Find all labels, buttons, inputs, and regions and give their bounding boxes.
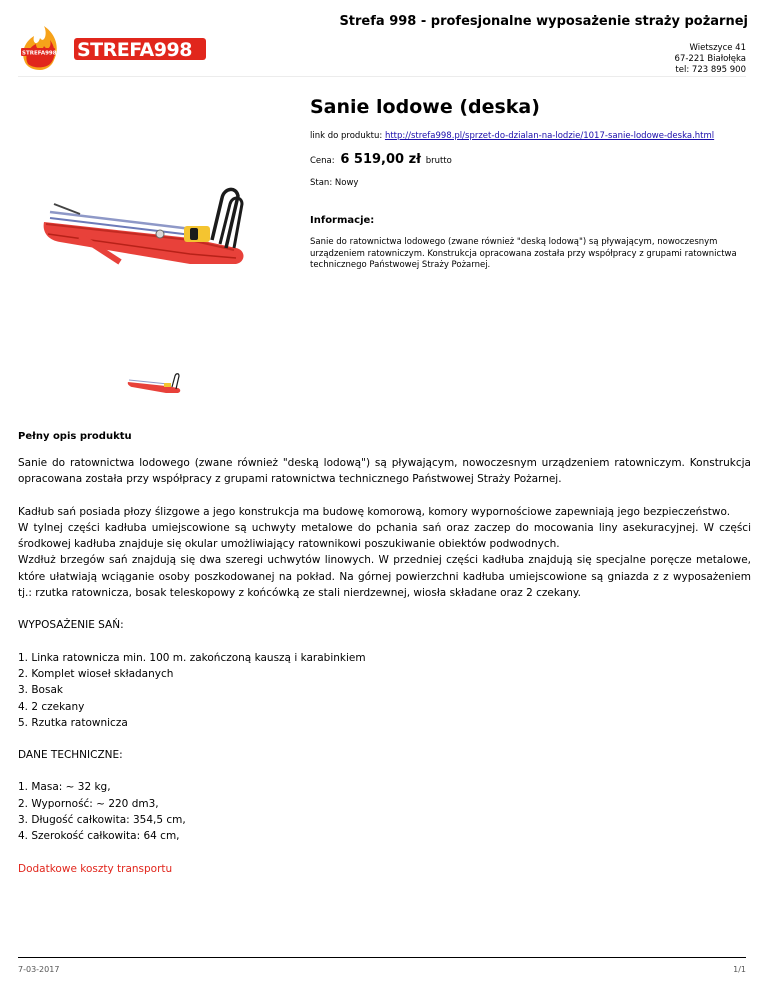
address-city: 67-221 Białołęka xyxy=(674,54,746,64)
full-description-heading: Pełny opis produktu xyxy=(18,431,132,442)
product-link[interactable]: http://strefa998.pl/sprzet-do-dzialan-na-lodzie/1017-sanie-lodowe-deska.html xyxy=(384,131,715,141)
list-item: 2. Komplet wioseł składanych xyxy=(18,667,174,680)
full-description xyxy=(18,455,751,893)
product-image[interactable] xyxy=(40,178,265,278)
list-item: 3. Bosak xyxy=(18,684,63,697)
info-text: Sanie do ratownictwa lodowego (zwane również "deską lodową") są pływającym, nowoczesnym urządzeniem ratowniczym. Konstrukcja opracowana została przy współpracy z grupami ratownictwa technicznego Państwowej Straży Pożarnej. xyxy=(310,237,737,270)
condition-row xyxy=(310,178,358,188)
price-suffix: brutto xyxy=(425,156,452,166)
list-item: 1. Linka ratownicza min. 100 m. zakończoną kauszą i karabinkiem xyxy=(18,651,366,664)
tech-heading: DANE TECHNICZNE: xyxy=(18,749,123,762)
price-row xyxy=(310,152,452,167)
condition-label: Stan: xyxy=(310,178,333,188)
logo-text: STREFA998 xyxy=(77,39,192,61)
product-link-row xyxy=(310,131,714,141)
list-item: 2. Wyporność: ~ 220 dm3, xyxy=(18,797,159,810)
info-heading: Informacje: xyxy=(310,215,375,226)
address-street: Wietszyce 41 xyxy=(689,43,746,53)
list-item: 5. Rzutka ratownicza xyxy=(18,716,128,729)
company-address xyxy=(675,43,746,76)
product-thumbnail[interactable] xyxy=(126,371,186,396)
description-paragraph: Kadłub sań posiada płozy ślizgowe a jego konstrukcja ma budowę komorową, komory wypornościowe zapewniają jego bezpieczeństwo. xyxy=(18,505,731,518)
list-item: 1. Masa: ~ 32 kg, xyxy=(18,781,111,794)
condition-value: Nowy xyxy=(334,178,359,188)
description-paragraph: Wzdłuż brzegów sań znajdują się dwa szeregi uchwytów linowych. W przedniej części kadłuba znajdują się specjalne poręcze metalowe, które ułatwiają wciąganie osoby poszkodowanej na pokład. Na górnej powierzchni kadłuba umiejscowione są gniazda z z wyposażeniem tj.: rzutka ratownicza, bosak teleskopowy z końcówką ze stali nierdzewnej, wiosła składane oraz 2 czekany. xyxy=(18,554,751,600)
product-title: Sanie lodowe (deska) xyxy=(310,96,540,118)
brand-logo[interactable] xyxy=(18,24,208,72)
footer-divider xyxy=(18,957,746,958)
tech-list xyxy=(18,779,751,844)
logo-small-text: STREFA998 xyxy=(22,50,57,57)
footer-date: 7-03-2017 xyxy=(18,965,60,974)
address-phone: tel: 723 895 900 xyxy=(675,65,746,75)
price-value: 6 519,00 zł xyxy=(340,152,421,167)
equipment-list xyxy=(18,650,751,731)
description-intro: Sanie do ratownictwa lodowego (zwane również "deską lodową") są pływającym, nowoczesnym urządzeniem ratowniczym. Konstrukcja opracowana została przy współpracy z grupami ratownictwa technicznego Państwowej Straży Pożarnej. xyxy=(18,457,751,486)
description-paragraph: W tylnej części kadłuba umiejscowione są uchwyty metalowe do pchania sań oraz zaczep do mocowania liny asekuracyjnej. W części środkowej kadłuba znajduje się okular umożliwiający ratownikowi poszukiwanie obiektów podwodnych. xyxy=(18,521,751,551)
page-number: 1/1 xyxy=(733,965,746,974)
product-link-label: link do produktu: xyxy=(310,131,383,141)
list-item: 4. Szerokość całkowita: 64 cm, xyxy=(18,830,180,843)
site-title: Strefa 998 - profesjonalne wyposażenie straży pożarnej xyxy=(339,14,748,29)
description-body xyxy=(18,504,751,602)
list-item: 3. Długość całkowita: 354,5 cm, xyxy=(18,814,186,827)
price-label: Cena: xyxy=(310,156,335,166)
transport-cost-link[interactable]: Dodatkowe koszty transportu xyxy=(18,862,173,875)
equipment-heading: WYPOSAŻENIE SAŃ: xyxy=(18,619,124,632)
flame-shield-icon xyxy=(21,26,57,70)
header-divider xyxy=(18,76,746,77)
list-item: 4. 2 czekany xyxy=(18,700,85,713)
